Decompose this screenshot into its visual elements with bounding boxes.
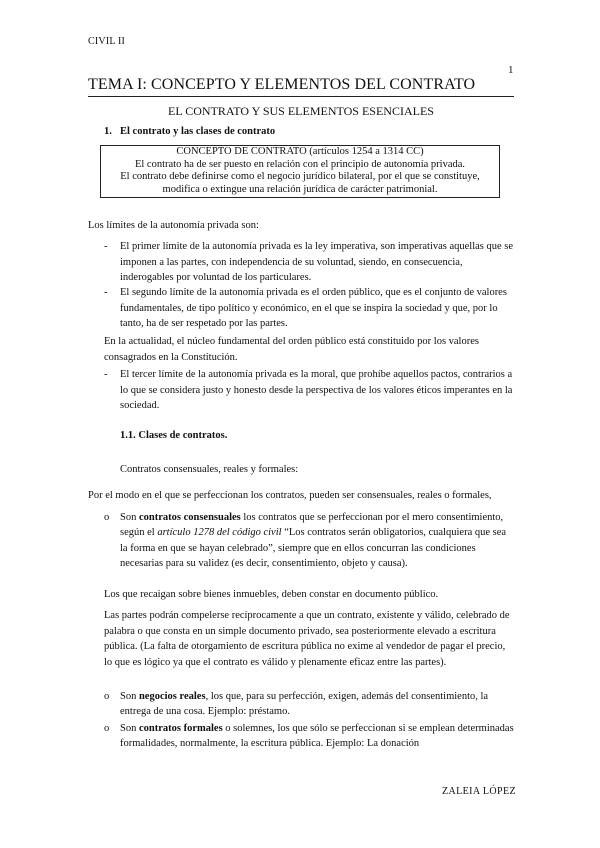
- perfeccion-paragraph: Por el modo en el que se perfeccionan los contratos, pueden ser consensuales, reales o formales,: [88, 490, 492, 501]
- list-item: [104, 239, 514, 286]
- list-item: [104, 721, 514, 752]
- box-line-4: modifica o extingue una relación jurídica de carácter patrimonial.: [162, 183, 438, 195]
- section-label: El contrato y las clases de contrato: [120, 126, 276, 137]
- page-subtitle: EL CONTRATO Y SUS ELEMENTOS ESENCIALES: [168, 104, 434, 118]
- list-item-text: El primer límite de la autonomía privada es la ley imperativa, son imperativas aquellas que se imponen a las partes, con independencia de su voluntad, siendo, en consecuencia, inderogables por voluntad de los particulares.: [120, 241, 514, 284]
- section-heading-1-1: 1.1. Clases de contratos.: [120, 430, 228, 441]
- dash-marker: -: [104, 241, 108, 252]
- list-item-text: El segundo límite de la autonomía privada es el orden público, que es el conjunto de valores fundamentales, de tipo político y económico, en el que se inspira la sociedad y que, por lo tanto, ha de ser respetado por las partes.: [120, 287, 507, 330]
- orden-publico-paragraph: En la actualidad, el núcleo fundamental del orden público está constituido por los valores consagrados en la Constitución.: [104, 336, 479, 363]
- section-heading-1: [104, 126, 275, 137]
- clases-intro: Contratos consensuales, reales y formales:: [120, 464, 299, 475]
- footer-author: ZALEIA LÓPEZ: [442, 786, 516, 797]
- box-line-3: El contrato debe definirse como el negocio jurídico bilateral, por el que se constituye,: [120, 171, 480, 183]
- compelerse-paragraph: Las partes podrán compelerse recíprocamente a que un contrato, existente y válido, celebrado de palabra o que consta en un simple documento privado, sea posteriormente elevado a escritura pública. (La falta de otorgamiento de escritura pública no exime al vendedor de pagar el precio, lo que es lógico ya que el contrato es válido y plenamente eficaz entre las partes).: [104, 610, 510, 668]
- dash-marker: -: [104, 369, 108, 380]
- list-item: [104, 367, 514, 414]
- list-item: [104, 689, 514, 720]
- section-number: 1.: [104, 126, 112, 137]
- dash-marker: -: [104, 287, 108, 298]
- box-line-2: El contrato ha de ser puesto en relación con el principio de autonomía privada.: [134, 158, 466, 170]
- list-item-text: El tercer límite de la autonomía privada es la moral, que prohíbe aquellos pactos, contrarios a lo que se considera justo y honesto desde la perspectiva de los valores éticos imperantes en la sociedad.: [120, 369, 513, 412]
- page-title: TEMA I: CONCEPTO Y ELEMENTOS DEL CONTRATO: [88, 76, 514, 97]
- list-item: [104, 285, 514, 332]
- list-item: [104, 510, 514, 572]
- bullet-marker: o: [104, 691, 110, 702]
- definition-box: [100, 145, 500, 198]
- list-item-text: Son contratos consensuales los contratos que se perfeccionan por el mero consentimiento, según el artículo 1278 del código civil “Los contratos serán obligatorios, cualquiera que sea la forma en que se hayan celebrado”, siempre que en ellos concurran las condiciones necesarias para su validez (es decir, consentimiento, objeto y causa).: [120, 512, 507, 570]
- limits-intro: Los límites de la autonomía privada son:: [88, 220, 259, 231]
- inmuebles-paragraph: Los que recaigan sobre bienes inmuebles, deben constar en documento público.: [104, 589, 439, 600]
- box-line-1: CONCEPTO DE CONTRATO (artículos 1254 a 1314 CC): [176, 146, 424, 157]
- bullet-marker: o: [104, 512, 110, 523]
- bullet-marker: o: [104, 723, 110, 734]
- list-item-text: Son negocios reales, los que, para su perfección, exigen, además del consentimiento, la entrega de una cosa. Ejemplo: préstamo.: [120, 691, 489, 718]
- header-subject: CIVIL II: [88, 36, 126, 47]
- list-item-text: Son contratos formales o solemnes, los que sólo se perfeccionan si se emplean determinadas formalidades, normalmente, la escritura pública. Ejemplo: La donación: [120, 723, 514, 750]
- page-number: 1: [508, 64, 514, 76]
